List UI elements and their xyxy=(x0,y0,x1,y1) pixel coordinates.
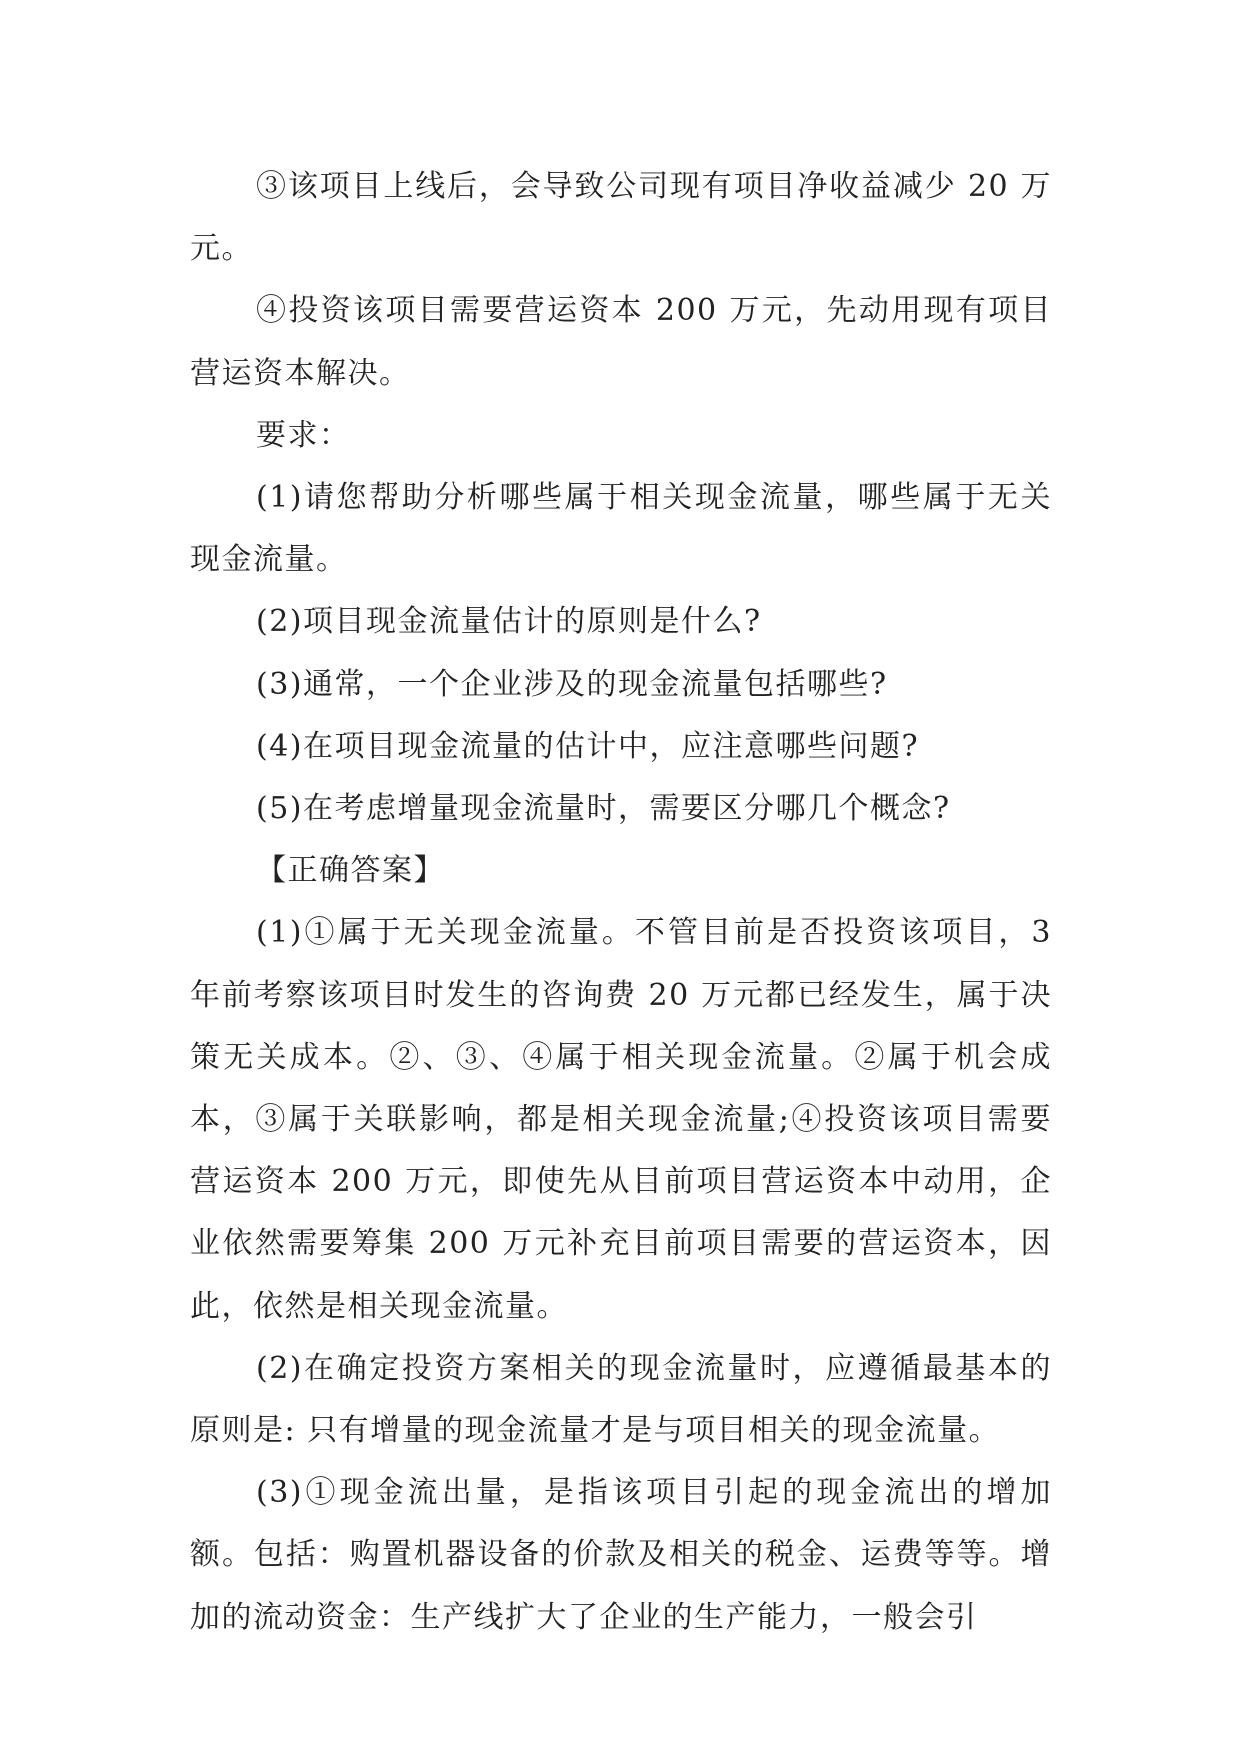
answer-heading: 【正确答案】 xyxy=(256,853,445,889)
answer-3: (3)①现金流出量，是指该项目引起的现金流出的增加额。包括：购置机器设备的价款及相关的税金、运费等等。增加的流动资金：生产线扩大了企业的生产能力，一般会引 xyxy=(190,1475,1052,1635)
document-body xyxy=(190,156,1052,1649)
answer-1: (1)①属于无关现金流量。不管目前是否投资该项目，3 年前考察该项目时发生的咨询费 20 万元都已经发生，属于决策无关成本。②、③、④属于相关现金流量。②属于机会成本，③属于关联影响，都是相关现金流量;④投资该项目需要营运资本 200 万元，即使先从目前项目营运资本中动用，企业依然需要筹集 200 万元补充目前项目需要的营运资本，因此，依然是相关现金流量。 xyxy=(190,915,1052,1324)
answer-2: (2)在确定投资方案相关的现金流量时，应遵循最基本的原则是: 只有增量的现金流量才是与项目相关的现金流量。 xyxy=(190,1350,1052,1449)
paragraph-item-3-impact: ③该项目上线后，会导致公司现有项目净收益减少 20 万元。 xyxy=(190,169,1052,267)
question-1: (1)请您帮助分析哪些属于相关现金流量，哪些属于无关现金流量。 xyxy=(190,480,1052,578)
question-3: (3)通常，一个企业涉及的现金流量包括哪些? xyxy=(256,666,888,702)
paragraph-item-4-working-capital: ④投资该项目需要营运资本 200 万元，先动用现有项目营运资本解决。 xyxy=(190,293,1052,391)
question-2: (2)项目现金流量估计的原则是什么? xyxy=(256,604,762,640)
requirements-heading: 要求： xyxy=(256,417,351,453)
question-4: (4)在项目现金流量的估计中，应注意哪些问题? xyxy=(256,728,920,764)
question-5: (5)在考虑增量现金流量时，需要区分哪几个概念? xyxy=(256,791,951,827)
